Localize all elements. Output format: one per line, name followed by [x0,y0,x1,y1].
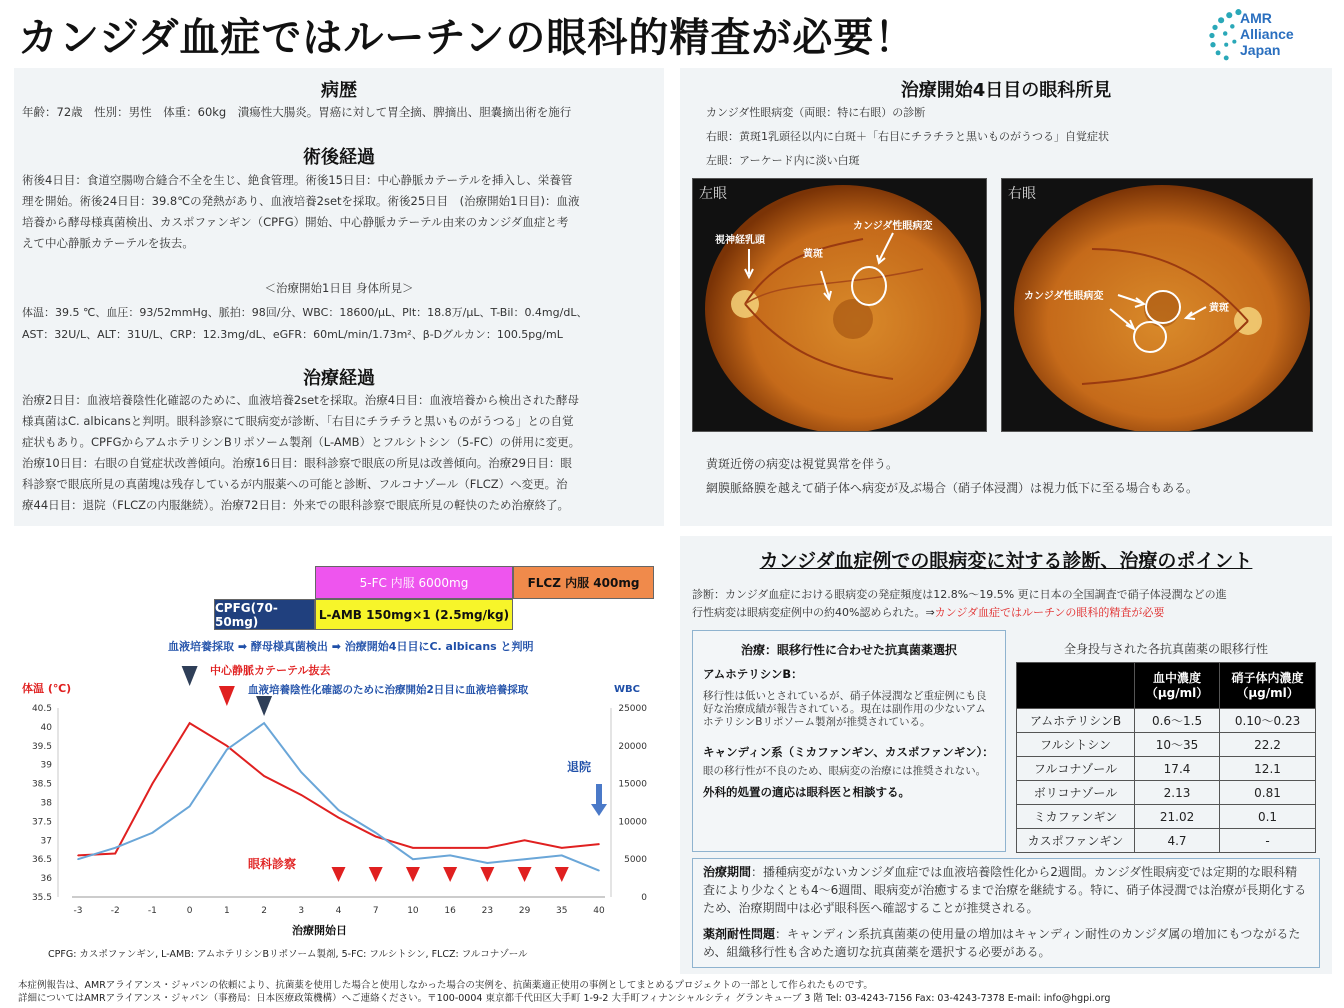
data-point [263,722,265,724]
bar-lamb: L-AMB 150mg×1 (2.5mg/kg) [315,599,513,630]
table-cell: 4.7 [1135,829,1220,853]
period-resistance-box [692,858,1320,968]
eye-exam-marker-icon [406,867,420,882]
x-tick-label: 7 [372,906,379,916]
data-point [524,858,526,860]
echino-title: キャンディン系（ミカファンギン、カスポファンギン）： [703,745,994,759]
table-row [1017,757,1316,781]
table-cell: フルシトシン [1017,733,1135,757]
logo-text: AMR Alliance Japan [1240,10,1294,58]
bar-cpfg: CPFG(70-50mg) [214,599,315,630]
eye-exam-marker-icon [332,867,346,882]
eye-exam-marker-icon [555,867,569,882]
y-tick-right: 0 [641,893,647,903]
candida-lesion-label-right: カンジダ性眼病変 [1024,291,1104,302]
right-eye-fundus-image [1001,178,1313,432]
table-row [1017,829,1316,853]
eye-findings-text: カンジダ性眼病変（両眼：特に右眼）の診断 右眼：黄斑1乳頭径以内に白斑＋「右目にチラチラと黒いものがうつる」自覚症状 左眼：アーケード内に淡い白斑 [706,106,1109,167]
y-tick-left: 39 [40,760,52,771]
y-tick-left: 37.5 [31,817,52,828]
x-tick-label: 10 [407,906,419,916]
diagnosis-text: 診断：カンジダ血症における眼病変の発症頻度は12.8%～19.5% 更に日本の全国調査で硝子体浸潤などの進 行性病変は眼病変症例中の約40%認められた。⇒カンジダ血症ではルーチンの眼科的精査が必要 [692,588,1227,619]
data-point [300,771,302,773]
left-eye-fundus-image [692,178,987,432]
y-tick-left: 36 [40,874,52,885]
echino-text: 眼の移行性が不良のため、眼病変の治療には推奨されない。 [703,765,987,777]
y-tick-left: 36.5 [31,855,52,866]
x-tick-label: 0 [186,906,193,916]
x-tick-label: -1 [147,906,157,916]
table-header-cell: 血中濃度（μg/ml） [1135,663,1220,709]
bar-5fc: 5-FC 内服 6000mg [315,566,513,599]
temperature-wbc-chart [14,660,664,960]
data-point [77,858,79,860]
x-tick-label: 4 [335,906,342,916]
eye-findings-heading: 治療開始4日目の眼科所見 [900,80,1112,101]
treatment-selection-box [692,630,1006,852]
data-point [449,855,451,857]
history-heading: 病歴 [321,80,357,101]
y-tick-right: 10000 [618,817,647,828]
data-point [338,817,340,819]
eye-exam-label: 眼科診察 [248,857,297,871]
data-point [189,805,191,807]
table-row [1017,733,1316,757]
y-tick-left: 38.5 [31,779,52,790]
data-point [487,847,489,849]
period-text: 治療期間：播種病変がないカンジダ血症では血液培養陰性化から2週間。カンジダ性眼病変では定期的な眼科精査により少なくとも4～6週間、眼病変が治癒するまで治療を継続する。特に、硝子体浸潤では治療が長期化するため、治療期間中は必ず眼科医へ確認することが推奨される。 [703,865,1307,915]
data-point [226,749,228,751]
tx-box-title: 治療：眼移行性に合わせた抗真菌薬選択 [740,643,957,657]
data-point [561,847,563,849]
amph-title: アムホテリシンB： [703,667,803,681]
table-row [1017,781,1316,805]
table-cell: 0.81 [1220,781,1316,805]
x-tick-label: 3 [298,906,305,916]
table-header-cell: 硝子体内濃度（μg/ml） [1220,663,1316,709]
table-cell: - [1220,829,1316,853]
discharge-arrowhead-icon [591,804,607,816]
data-point [114,847,116,849]
table-caption: 全身投与された各抗真菌薬の眼移行性 [1063,642,1268,656]
data-point [152,832,154,834]
x-tick-label: -3 [73,906,83,916]
postop-text: 術後4日目：食道空腸吻合縫合不全を生じ、絶食管理。術後15日目：中心静脈カテーテルを挿入し、栄養管 理を開始。術後24日目：39.8℃の発熱があり、血液培養2setを採取。術後25日目 (治療開始1日目)：血液 培養から酵母様真菌検出、カスポファンギン（CPFG）開始、中心静脈カテーテル由来のカンジダ血症と考 えて中心静脈カテーテルを抜去。 [22,173,580,250]
y-tick-right: 15000 [618,779,647,790]
data-point [338,809,340,811]
history-text: 年齢：72歳 性別：男性 体重：60kg 潰瘍性大腸炎。胃癌に対して胃全摘、脾摘出、胆嚢摘出術を施行 [22,105,572,119]
table-row [1017,709,1316,733]
series-line-wbc [78,723,599,870]
data-point [375,836,377,838]
flow-row: 血液培養採取 ➡ 酵母様真菌検出 ➡ 治療開始4日目にC. albicans と判明 [168,640,534,653]
data-point [598,870,600,872]
postop-heading: 術後経過 [303,147,375,168]
y-tick-left: 40 [40,722,52,733]
findings-title: ＜治療開始1日目 身体所見＞ [264,281,414,295]
data-point [412,858,414,860]
blood-culture-note: 血液培養陰性化確認のために治療開始2日目に血液培養採取 [248,684,529,696]
macula-label-right: 黄斑 [1209,303,1229,314]
chart-xlabel: 治療開始日 [292,924,347,937]
data-point [300,794,302,796]
x-tick-label: 1 [223,906,230,916]
table-header-cell [1017,663,1135,709]
eye-exam-marker-icon [480,867,494,882]
x-tick-label: 29 [518,906,531,916]
table-cell: アムホテリシンB [1017,709,1135,733]
table-cell: 0.1 [1220,805,1316,829]
x-tick-label: -2 [110,906,120,916]
blood-culture-marker-icon [182,666,198,686]
y-tick-right: 25000 [618,704,647,714]
y-tick-right: 5000 [624,855,647,866]
data-point [524,840,526,842]
data-point [263,775,265,777]
page-title: カンジダ血症ではルーチンの眼科的精査が必要！ [18,15,916,61]
table-row [1017,805,1316,829]
chart-ylabel-right: WBC [614,684,640,695]
data-point [77,855,79,857]
data-point [114,853,116,855]
treatment-text: 治療2日目：血液培養陰性化確認のために、血液培養2setを採取。治療4日目：血液培養から検出された酵母 様真菌はC. albicansと判明。眼科診察にて眼病変が診断、「右目にチラチラと黒いものがうつる」との自覚 症状もあり。CPFGからアムホテリシンBリポソーム製剤（L-AMB）とフルシトシン（5-FC）の併用に変更。 治療10日目：右眼の自覚症状改善傾向。治療16日目：眼科診察で眼底の所見は改善傾向。治療29日目：眼 科診察で眼底所見の真菌塊は残存しているが内服薬への可能と診断、フルコナゾール（FLCZ）へ変更。治 療44日目：退院（FLCZの内服継続）。治療72日目：外来での眼科診察で眼底所見の軽快のため治療終了。 [22,393,581,512]
x-tick-label: 35 [556,906,568,916]
y-tick-left: 39.5 [31,741,52,752]
right-eye-label: 右眼 [1008,186,1036,202]
abbrev-legend: CPFG: カスポファンギン, L-AMB: アムホテリシンBリポソーム製剤, 5-FC: フルシトシン, FLCZ: フルコナゾール [48,949,528,960]
table-cell: 0.6～1.5 [1135,709,1220,733]
drug-penetration-table [1016,662,1316,853]
chart-ylabel-left: 体温 (℃) [22,682,72,695]
treatment-heading: 治療経過 [303,368,375,389]
table-cell: フルコナゾール [1017,757,1135,781]
data-point [449,847,451,849]
table-cell: カスポファンギン [1017,829,1135,853]
x-tick-label: 2 [261,906,267,916]
blood-culture-marker-icon [256,696,272,716]
data-point [375,832,377,834]
y-tick-left: 35.5 [31,893,52,903]
x-tick-label: 40 [593,906,605,916]
eye-exam-marker-icon [518,867,532,882]
data-point [487,862,489,864]
table-cell: 17.4 [1135,757,1220,781]
macula-label-left: 黄斑 [803,249,823,260]
left-eye-label: 左眼 [699,186,727,202]
table-cell: 21.02 [1135,805,1220,829]
table-cell: 10～35 [1135,733,1220,757]
table-cell: 22.2 [1220,733,1316,757]
eye-notes: 黄斑近傍の病変は視覚異常を伴う。 網膜脈絡膜を越えて硝子体へ病変が及ぶ場合（硝子体浸潤）は視力低下に至る場合もある。 [706,457,1199,495]
cvc-removal-marker-icon [219,686,235,706]
amph-text: 移行性は低いとされているが、硝子体浸潤など重症例にも良好な治療成績が報告されている。現在は副作用の少ないアムホテリシンBリポソーム製剤が推奨されている。 [703,690,987,728]
table-cell: ミカファンギン [1017,805,1135,829]
data-point [561,855,563,857]
table-header-row [1017,663,1316,709]
data-point [152,783,154,785]
data-point [598,843,600,845]
footer: 本症例報告は、AMRアライアンス・ジャパンの依頼により、抗菌薬を使用した場合と使用しなかった場合の実例を、抗菌薬適正使用の事例としてまとめるプロジェクトの一部として作られたものです。 詳細についてはAMRアライアンス・ジャパン（事務局：日本医療政策機構）へご連絡ください。〒100-0004 東京都千代田区大手町 1-9-2 大手町フィナンシャルシティ グランキューブ 3 階 Tel: 03-4243-7156 Fax: 03-4243-7378 E-mail: info@hgpi.org [18,980,1111,1004]
optic-disc-label: 視神経乳頭 [715,235,765,246]
table-cell: ボリコナゾール [1017,781,1135,805]
table-cell: 0.10～0.23 [1220,709,1316,733]
y-tick-left: 37 [40,836,52,847]
points-heading: カンジダ血症例での眼病変に対する診断、治療のポイント [759,550,1253,572]
findings-text: 体温：39.5 ℃、血圧：93/52mmHg、脈拍：98回/分、WBC：18600/μL、Plt：18.8万/μL、T-Bil：0.4mg/dL、 AST：32U/L、ALT：31U/L、CRP：12.3mg/dL、eGFR：60mL/min/1.73m²、β-Dグルカン：100.5pg/mL [22,306,588,341]
y-tick-left: 40.5 [31,704,52,714]
data-point [189,722,191,724]
bar-flcz: FLCZ 内服 400mg [513,566,654,599]
series-line-temperature [78,723,599,855]
x-tick-label: 16 [444,906,456,916]
eye-exam-marker-icon [369,867,383,882]
candida-lesion-label-left: カンジダ性眼病変 [853,221,933,232]
discharge-label: 退院 [567,760,592,774]
data-point [412,847,414,849]
table-cell: 12.1 [1220,757,1316,781]
surgery-note: 外科的処置の適応は眼科医と相談する。 [703,785,910,799]
table-cell: 2.13 [1135,781,1220,805]
cvc-removal-label: 中心静脈カテーテル抜去 [210,664,331,677]
y-tick-right: 20000 [618,741,647,752]
eye-exam-marker-icon [443,867,457,882]
y-tick-left: 38 [40,798,52,809]
discharge-arrow-icon [596,784,602,806]
x-tick-label: 23 [481,906,494,916]
data-point [226,745,228,747]
resistance-text: 薬剤耐性問題：キャンディン系抗真菌薬の使用量の増加はキャンディン耐性のカンジダ属の増加にもつながるため、組織移行性も含めた適切な抗真菌薬を選択する必要がある。 [703,927,1301,959]
